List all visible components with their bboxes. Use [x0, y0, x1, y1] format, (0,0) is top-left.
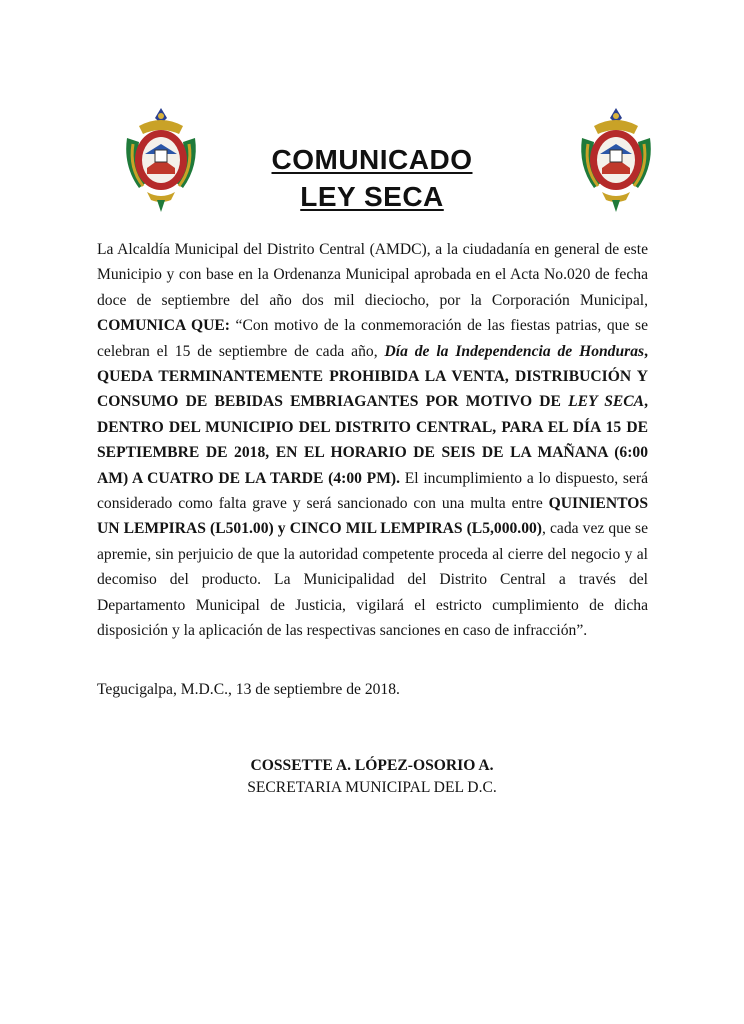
prohibition-schedule: , DENTRO DEL MUNICIPIO DEL DISTRITO CENTRAL, PARA EL DÍA 15 DE SEPTIEMBRE DE 2018, EN EL HORARIO DE SEIS DE LA MAÑANA (6:00 AM) A CUATRO DE LA TARDE (4:00 PM).	[97, 393, 648, 487]
place-date: Tegucigalpa, M.D.C., 13 de septiembre de 2018.	[97, 681, 400, 698]
document-title: COMUNICADO	[271, 144, 473, 175]
body-text: “Con motivo de la conmemoración de las fiestas patrias, que se celebran el 15 de septiembre de cada año,	[97, 317, 648, 360]
fine-amount: QUINIENTOS UN LEMPIRAS (L501.00) y CINCO MIL LEMPIRAS (L5,000.00)	[97, 495, 648, 538]
signatory-role: SECRETARIA MUNICIPAL DEL D.C.	[247, 779, 497, 796]
communicates-label: COMUNICA QUE:	[97, 317, 230, 335]
body-text: La Alcaldía Municipal del Distrito Central (AMDC), a la ciudadanía en general de este Municipio y con base en la Ordenanza Municipal aprobada en el Acta No.020 de fecha doce de septiembre del año dos mil dieciocho, por la Corporación Municipal,	[97, 241, 648, 309]
prohibition-text: , QUEDA TERMINANTEMENTE PROHIBIDA LA VENTA, DISTRIBUCIÓN Y CONSUMO DE BEBIDAS EMBRIAGANTES POR MOTIVO DE	[97, 342, 648, 411]
ley-seca-term: LEY SECA	[568, 393, 645, 411]
body-text: El incumplimiento a lo dispuesto, será considerado como falta grave y será sancionado con una multa entre	[97, 469, 649, 513]
document-subtitle: LEY SECA	[300, 181, 444, 212]
holiday-name: Día de la Independencia de Honduras	[384, 342, 645, 360]
signatory-name: COSSETTE A. LÓPEZ-OSORIO A.	[250, 757, 494, 774]
body-text: , cada vez que se apremie, sin perjuicio de que la autoridad competente proceda al cierre del negocio y al decomiso del producto. La Municipalidad del Distrito Central a través del Departamento Municipal de Justicia, vigilará el estricto cumplimiento de dicha disposición y la aplicación de las respectivas sanciones en caso de infracción”.	[97, 520, 648, 640]
communique-body	[97, 237, 648, 644]
body-paragraph	[97, 237, 648, 644]
